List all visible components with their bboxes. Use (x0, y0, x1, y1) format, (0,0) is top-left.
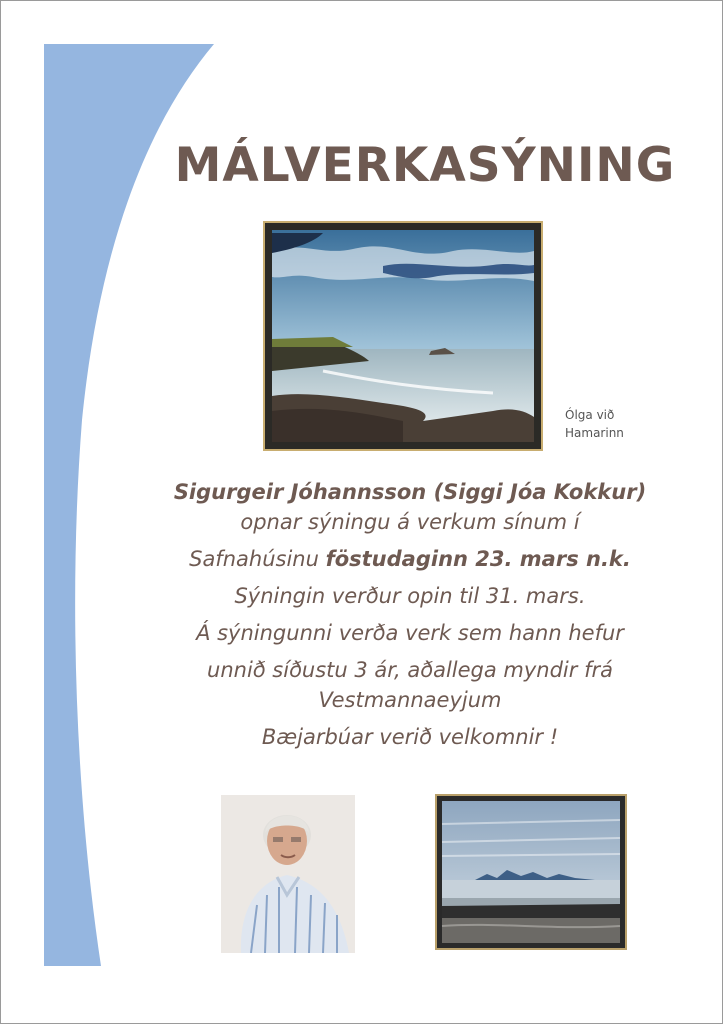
opens-line: opnar sýningu á verkum sínum í (240, 510, 580, 534)
artist-name: Sigurgeir Jóhannsson (Siggi Jóa Kokkur) (173, 480, 647, 504)
venue-text: Safnahúsinu (189, 547, 326, 571)
works-line-2: unnið síðustu 3 ár, aðallega myndir frá (207, 658, 613, 682)
opening-date: föstudaginn 23. mars n.k. (325, 547, 631, 571)
venue-date-line (100, 544, 720, 574)
open-until-line: Sýningin verður opin til 31. mars. (234, 584, 586, 608)
announcement-text (100, 477, 720, 752)
poster-title: MÁLVERKASÝNING (174, 138, 676, 193)
caption-line-2: Hamarinn (565, 426, 624, 440)
works-line-1: Á sýningunni verða verk sem hann hefur (196, 621, 624, 645)
caption-line-1: Ólga við (565, 408, 615, 422)
artist-portrait-photo (221, 795, 355, 953)
welcome-line: Bæjarbúar verið velkomnir ! (261, 725, 559, 749)
painting-caption (565, 406, 655, 442)
painting-olga-vid-hamarinn (263, 221, 543, 451)
painting-islands-seascape (435, 794, 627, 950)
works-line-3: Vestmannaeyjum (318, 688, 502, 712)
